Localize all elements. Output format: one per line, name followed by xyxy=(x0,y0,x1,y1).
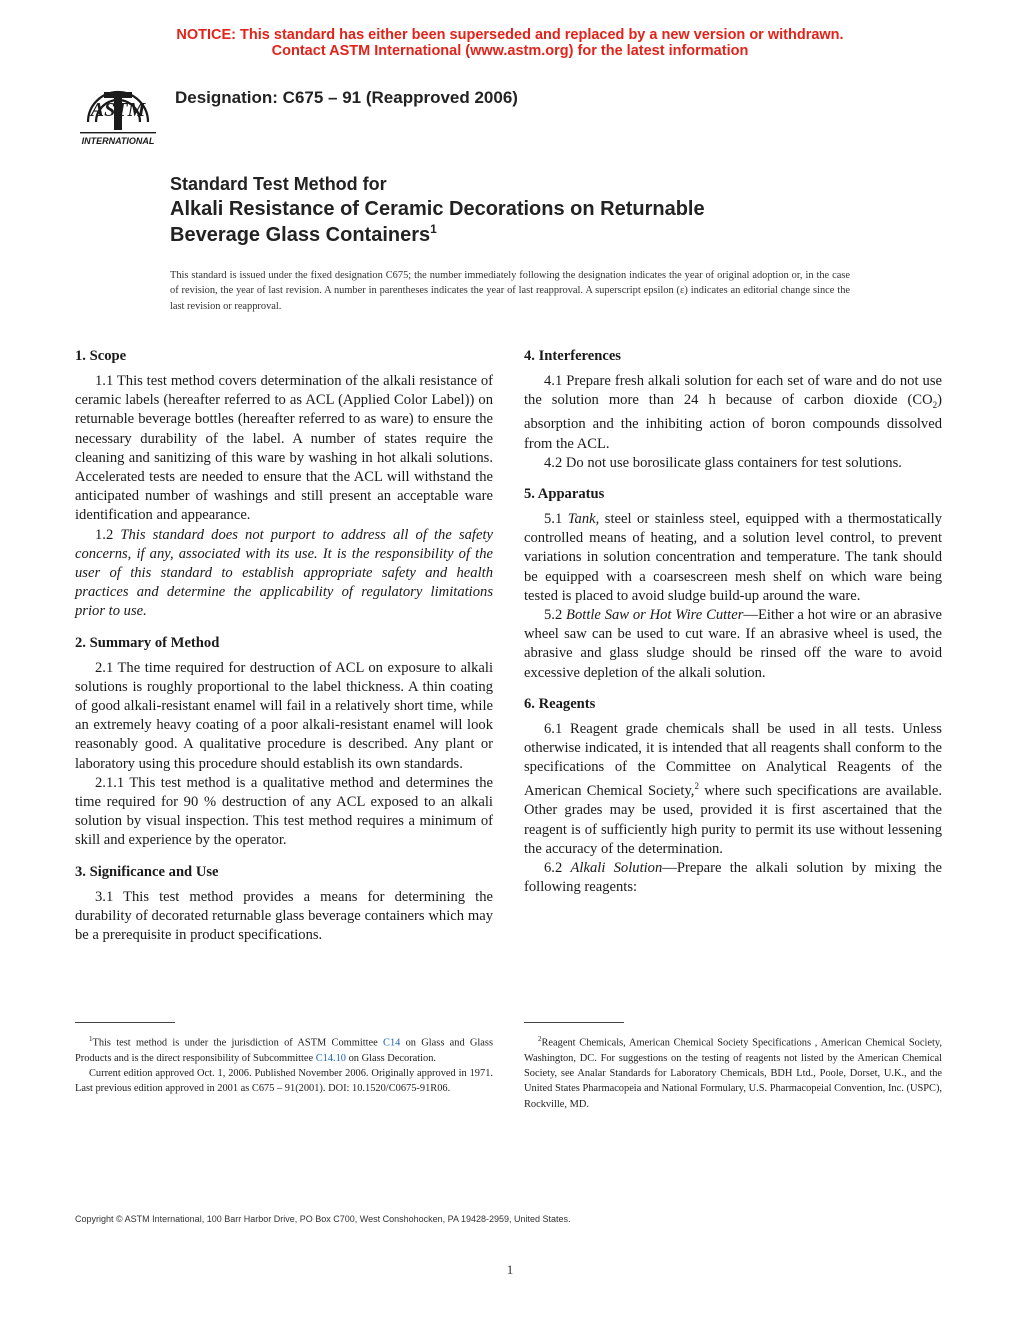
right-column xyxy=(524,346,942,897)
footnote-1: $^1$This test method is under the jurisdiction of ASTM Committee C14 on Glass and Glass Products and is the direct responsibility of Subcommittee C14.10 on Glass Decoration. Current edition approved Oct. 1, 2006. Published November 2006. Originally approved in 1971. Last previous edition approved in 2001 as C675 – 91(2001). DOI: 10.1520/C0675-91R06. xyxy=(75,1035,493,1095)
paragraph-6-2: 6.2 Alkali Solution—Prepare the alkali solution by mixing the following reagents: xyxy=(524,860,943,896)
section-heading-summary: 2. Summary of Method xyxy=(75,634,220,651)
paragraph-1-2: 1.2 This standard does not purport to address all of the safety concerns, if any, associated with its use. It is the responsibility of the user of this standard to establish appropriate safety and health practices and determine the applicability of regulatory limitations prior to use. xyxy=(75,526,493,620)
astm-logo xyxy=(74,78,162,150)
astm-logo-letters: ASTM xyxy=(90,99,146,121)
link-c14[interactable]: C14 xyxy=(383,1037,401,1049)
paragraph-2-1-1: 2.1.1 This test method is a qualitative method and determines the time required for 90 % destruction of any ACL exposed to an alkali solution by visual inspection. This test method requires a minimum of skill and experience by the operator. xyxy=(75,774,493,849)
left-column xyxy=(75,346,493,945)
notice-line-2: Contact ASTM International (www.astm.org) for the latest information xyxy=(271,43,749,59)
paragraph-4-1: 4.1 Prepare fresh alkali solution for each set of ware and do not use the solution more than 24 h because of carbon dioxide $(CO_2)$ absorption and the inhibiting action of boron compounds dissolved from the ACL. xyxy=(524,373,942,452)
section-heading-interferences: 4. Interferences xyxy=(524,348,621,364)
issued-note: This standard is issued under the fixed designation C675; the number immediately following the designation indicates the year of original adoption or, in the case of revision, the year of last revision. A number in parentheses indicates the year of last reapproval. A superscript epsilon (ε) indicates an editorial change since the last revision or reapproval. xyxy=(170,270,850,312)
footnote-2: $^2$Reagent Chemicals, American Chemical Society Specifications , American Chemical Society, Washington, DC. For suggestions on the testing of reagents not listed by the American Chemical Society, see Analar Standards for Laboratory Chemicals, BDH Ltd., Poole, Dorset, U.K., and the United States Pharmacopeia and National Formulary, U.S. Pharmacopeial Convention, Inc. (USPC), Rockville, MD. xyxy=(524,1035,943,1110)
link-c14-10[interactable]: C14.10 xyxy=(315,1052,346,1064)
title-footnote-mark: 1 xyxy=(430,222,437,236)
section-heading-scope: 1. Scope xyxy=(75,348,127,364)
page-number: 1 xyxy=(506,1262,514,1277)
title-line-1: Standard Test Method for xyxy=(170,174,387,194)
section-heading-apparatus: 5. Apparatus xyxy=(524,485,605,502)
section-heading-reagents: 6. Reagents xyxy=(524,695,596,712)
paragraph-5-1: 5.1 Tank, steel or stainless steel, equipped with a thermostatically controlled means of heating, and a solution level control, to prevent variations in solution concentration and temperature. The tank should be equipped with a coarsescreen mesh shelf on which ware being tested is placed to avoid sludge build-up around the ware. xyxy=(524,510,942,604)
title-line-3: Beverage Glass Containers$^1$ xyxy=(170,222,437,246)
paragraph-3-1: 3.1 This test method provides a means for determining the durability of decorated returnable glass beverage containers which may be a prerequisite in product specifications. xyxy=(75,888,493,944)
footnote-rule-right xyxy=(524,1022,624,1023)
paragraph-5-2: 5.2 Bottle Saw or Hot Wire Cutter—Either a hot wire or an abrasive wheel saw can be used to cut ware. If an abrasive wheel is used, the abrasive and glass sludge should be rinsed off the ware to avoid excessive depletion of the alkali solution. xyxy=(524,606,943,681)
copyright: Copyright © ASTM International, 100 Barr Harbor Drive, PO Box C700, West Conshohocken, PA 19428-2959, United States. xyxy=(75,1214,571,1224)
section-heading-significance: 3. Significance and Use xyxy=(75,863,219,880)
paragraph-4-2: 4.2 Do not use borosilicate glass containers for test solutions. xyxy=(544,454,902,471)
paragraph-1-1: 1.1 This test method covers determination of the alkali resistance of ceramic labels (hereafter referred to as ACL (Applied Color Label)) on returnable beverage bottles (hereafter referred to as ware) to ensure the necessary durability of the label. A number of states require the cleaning and sanitizing of this ware by washing in hot alkali solutions. Accelerated tests are needed to ensure that the ACL will withstand the anticipated number of washings and still present an acceptable ware identification and appearance. xyxy=(75,373,493,524)
paragraph-2-1: 2.1 The time required for destruction of ACL on exposure to alkali solutions is roughly proportional to the label thickness. A thin coating of good alkali-resistant enamel will fail in a relatively short time, while an extremely heavy coating of a poor alkali-resistant enamel will look reasonably good. A qualitative procedure is described. Any plant or laboratory using this procedure should establish its own standards. xyxy=(75,659,493,772)
designation: Designation: C675 – 91 (Reapproved 2006) xyxy=(175,88,518,107)
footnote-rule-left xyxy=(75,1022,175,1023)
notice-line-1: NOTICE: This standard has either been superseded and replaced by a new version or withdrawn. xyxy=(176,27,844,43)
title-line-2: Alkali Resistance of Ceramic Decorations on Returnable xyxy=(170,198,705,220)
astm-logo-text: INTERNATIONAL xyxy=(81,136,155,146)
paragraph-6-1: 6.1 Reagent grade chemicals shall be used in all tests. Unless otherwise indicated, it is intended that all reagents shall conform to the specifications of the Committee on Analytical Reagents of the American Chemical Society,$^2$ where such specifications are available. Other grades may be used, provided it is first ascertained that the reagent is of sufficiently high purity to permit its use without lessening the accuracy of the determination. xyxy=(524,720,942,857)
